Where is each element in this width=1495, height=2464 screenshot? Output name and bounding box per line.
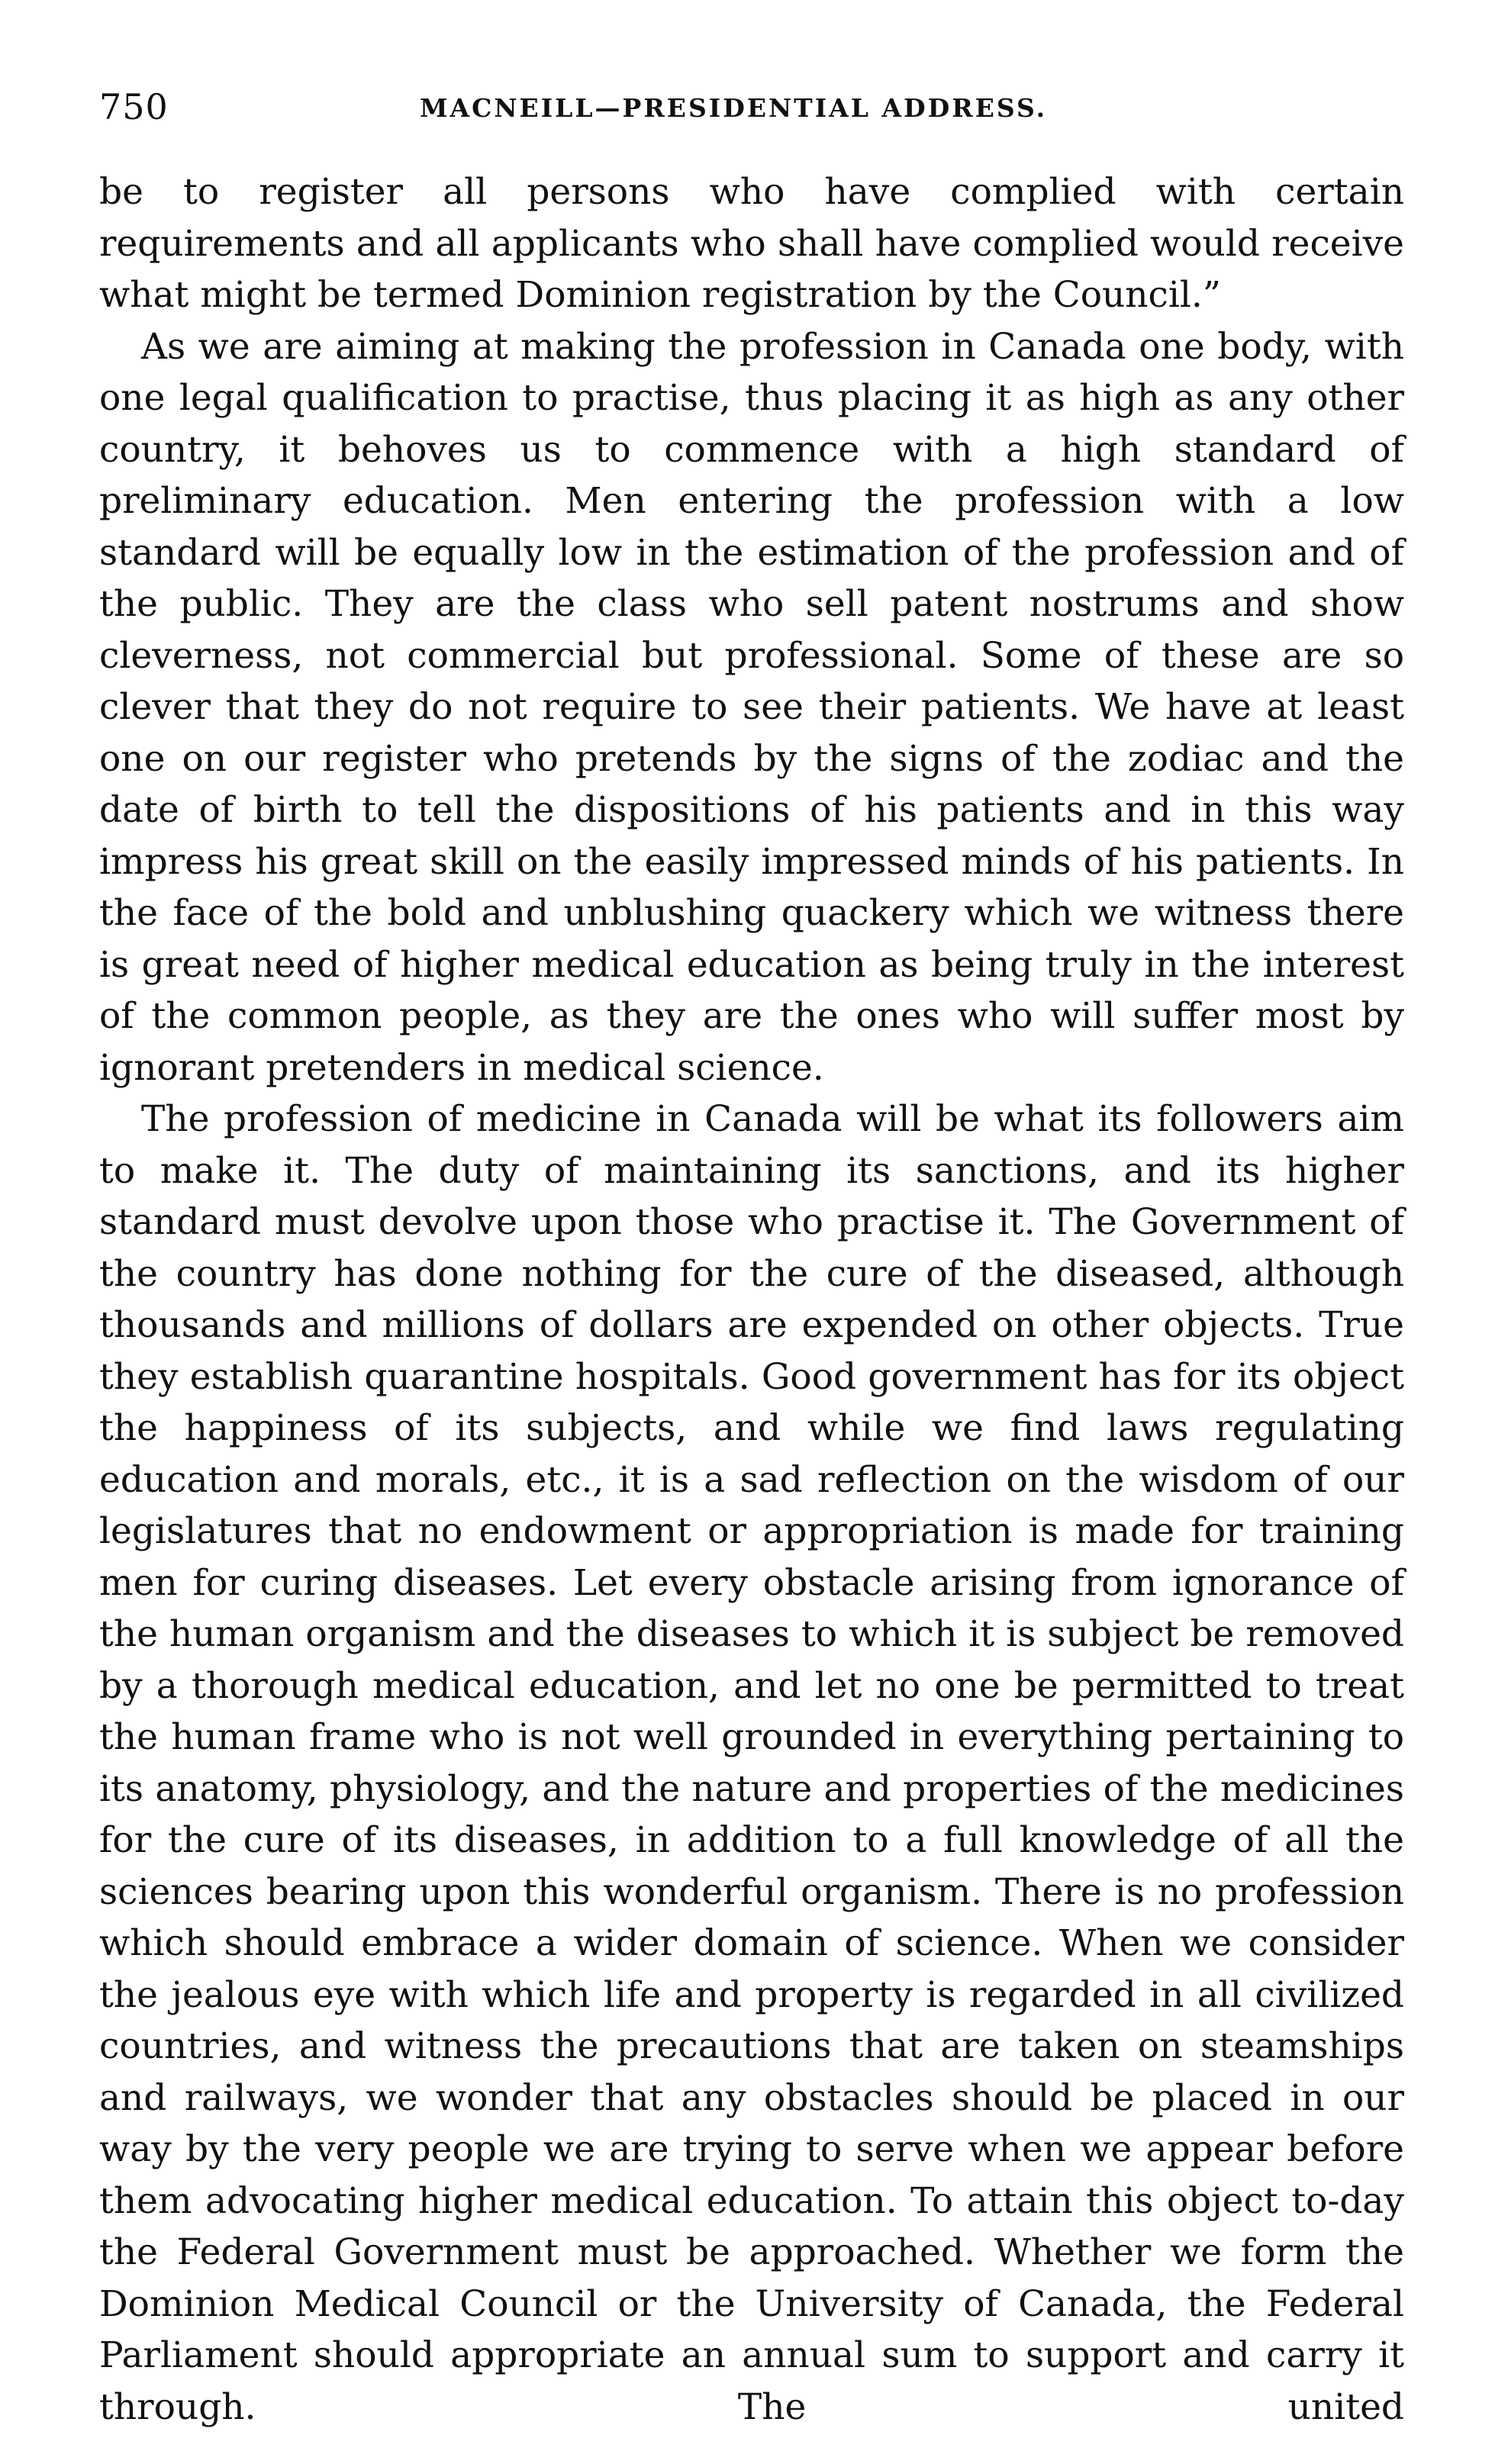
running-head: MACNEILL—PRESIDENTIAL ADDRESS.: [420, 93, 1048, 123]
page-number: 750: [99, 86, 169, 127]
page-header: [99, 84, 1404, 137]
paragraph-profession-of-medicine: The profession of medicine in Canada will be what its followers aim to make it. The duty of maintaining its sanctions, and its higher standard must devolve upon those who practise it. The Government of the country has done nothing for the cure of the diseased, although thousands and millions of dollars are expended on other objects. True they establish quarantine hospitals. Good government has for its object the happiness of its subjects, and while we find laws regulating education and morals, etc., it is a sad reflection on the wisdom of our legislatures that no endowment or appropriation is made for training men for curing diseases. Let every obstacle arising from ignorance of the human organism and the diseases to which it is subject be removed by a thorough medical education, and let no one be permitted to treat the human frame who is not well grounded in everything pertaining to its anatomy, physiology, and the nature and properties of the medicines for the cure of its diseases, in addition to a full knowledge of all the sciences bearing upon this wonderful organism. There is no profession which should embrace a wider domain of science. When we consider the jealous eye with which life and property is regarded in all civilized countries, and witness the precautions that are taken on steamships and railways, we wonder that any obstacles should be placed in our way by the very people we are trying to serve when we appear before them advocating higher medical education. To attain this object to-day the Federal Government must be approached. Whether we form the Dominion Medical Council or the University of Canada, the Federal Parliament should appropriate an annual sum to support and carry it through. The united: [99, 1098, 1404, 2428]
paragraph-continued: be to register all persons who have complied with certain requirements and all applicants who shall have complied would receive what might be termed Dominion registration by the Council.”: [99, 171, 1404, 316]
document-page: [99, 84, 1404, 2433]
paragraph-preliminary-education: As we are aiming at making the profession in Canada one body, with one legal qualification to practise, thus placing it as high as any other country, it behoves us to commence with a high standard of preliminary education. Men entering the profession with a low standard will be equally low in the estimation of the profession and of the public. They are the class who sell patent nostrums and show cleverness, not commercial but professional. Some of these are so clever that they do not require to see their patients. We have at least one on our register who pretends by the signs of the zodiac and the date of birth to tell the dispositions of his patients and in this way impress his great skill on the easily impressed minds of his patients. In the face of the bold and unblushing quackery which we witness there is great need of higher medical education as being truly in the interest of the common people, as they are the ones who will suffer most by ignorant pretenders in medical science.: [99, 325, 1404, 1089]
body-text: [99, 166, 1404, 2433]
